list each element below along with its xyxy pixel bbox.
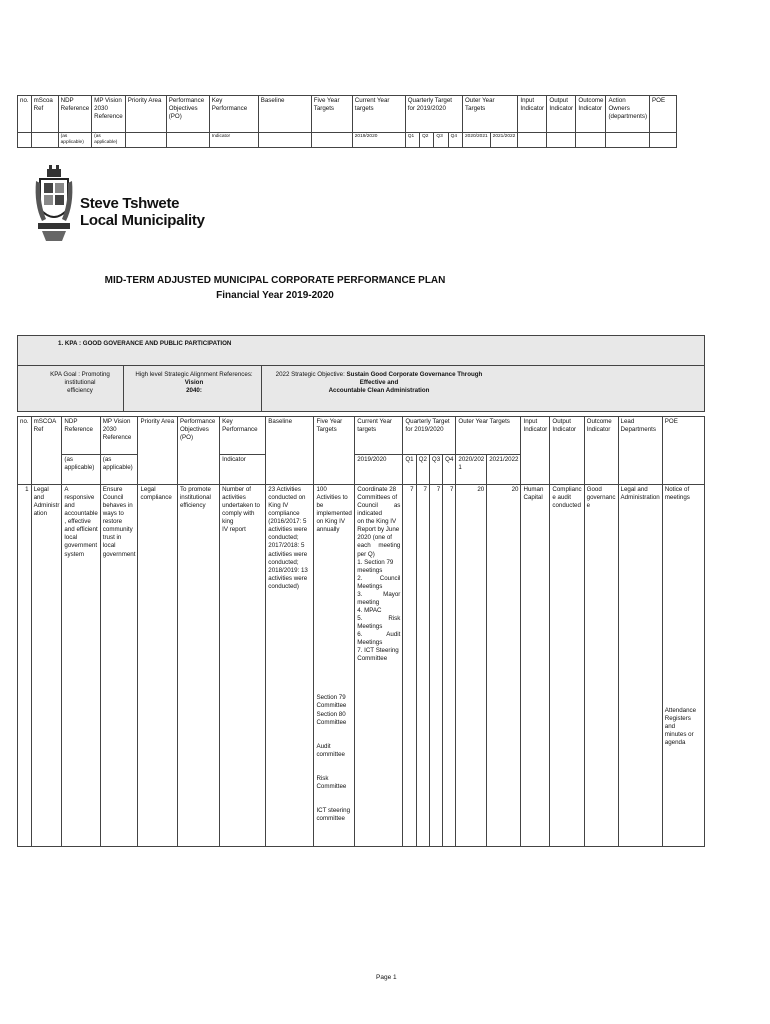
row-five — [314, 485, 355, 847]
top-sub-y1: 2020/2021 — [462, 133, 490, 148]
high-level-prefix: High level Strategic Alignment References: — [135, 371, 253, 378]
hdr-poe: POE — [662, 417, 704, 485]
strategic-text: Sustain Good Corporate Governance Through Effective and Accountable Clean Administration — [328, 371, 483, 395]
row-outcome: Good governanc e — [584, 485, 618, 847]
top-col-priority: Priority Area — [125, 96, 166, 133]
kpa-label: 1. KPA : GOOD GOVERANCE AND PUBLIC PARTICIPATION — [58, 340, 232, 347]
top-sub-y2: 2021/2022 — [490, 133, 518, 148]
high-level-alignment — [126, 371, 262, 396]
header-row — [18, 417, 705, 455]
row-poe-notice: Notice of meetings — [664, 486, 690, 502]
row-poe — [662, 485, 704, 847]
row-five-target: 100 Activities to be implemented on King IV annually — [316, 486, 352, 534]
top-sub-mp: (as applicable) — [92, 133, 126, 148]
top-col-mp: MP Vision 2030 Reference — [92, 96, 126, 133]
top-col-quarterly: Quarterly Target for 2019/2020 — [405, 96, 462, 133]
hdr-baseline: Baseline — [266, 417, 314, 485]
top-col-input: Input Indicator — [518, 96, 547, 133]
hdr-cy: 2019/2020 — [355, 455, 403, 485]
high-level-vision: Vision 2040: — [184, 379, 204, 395]
row-poe-attendance: Attendance Registers and minutes or agenda — [664, 707, 697, 747]
top-sub-q3: Q3 — [434, 133, 448, 148]
hdr-outer: Outer Year Targets — [456, 417, 521, 455]
hdr-priority: Priority Area — [138, 417, 177, 485]
hdr-five: Five Year Targets — [314, 417, 355, 485]
kpi-table — [17, 416, 705, 847]
row-q3: 7 — [429, 485, 442, 847]
hdr-ndp-sub: (as applicable) — [62, 455, 100, 485]
strategic-objective — [264, 371, 494, 396]
hdr-y1: 2020/202 1 — [456, 455, 487, 485]
row-current: Coordinate 28 Committees of Council as indicated on the King IV Report by June 2020 (one of each meeting per Q) 1. Section 79 meetings 2. Council Meetings 3. Mayor meeting 4. MPAC 5. Risk Meetings 6. Audit Meetings 7. ICT Steering Committee — [355, 485, 403, 847]
top-col-po: Performance Objectives (PO) — [166, 96, 209, 133]
hdr-q2: Q2 — [416, 455, 429, 485]
kpa-goal: KPA Goal : Promoting institutional efficiency — [50, 371, 110, 395]
top-col-mscoa: mScoa Ref — [31, 96, 58, 133]
municipality-name-line2: Local Municipality — [80, 211, 205, 229]
row-y1: 20 — [456, 485, 487, 847]
goal-bar — [17, 366, 705, 412]
hdr-y2: 2021/2022 — [487, 455, 521, 485]
top-header-table — [17, 95, 677, 148]
row-priority: Legal compliance — [138, 485, 177, 847]
top-sub-q1: Q1 — [405, 133, 419, 148]
row-input: Human Capital — [521, 485, 550, 847]
row-q1: 7 — [403, 485, 416, 847]
municipality-name-line1: Steve Tshwete — [80, 195, 180, 212]
top-col-outer: Outer Year Targets — [462, 96, 517, 133]
hdr-current: Current Year targets — [355, 417, 403, 455]
top-sub-current: 2019/2020 — [352, 133, 405, 148]
hdr-po: Performance Objectives (PO) — [177, 417, 219, 485]
hdr-output: Output Indicator — [550, 417, 584, 485]
row-kpi: Number of activities undertaken to comply with king IV report — [220, 485, 266, 847]
top-col-poe: POE — [650, 96, 677, 133]
top-col-current: Current Year targets — [352, 96, 405, 133]
hdr-no: no. — [18, 417, 32, 485]
top-col-ndp: NDP Reference — [58, 96, 92, 133]
table-row — [18, 485, 705, 847]
hdr-q1: Q1 — [403, 455, 416, 485]
top-sub-q4: Q4 — [448, 133, 462, 148]
top-col-five: Five Year Targets — [311, 96, 352, 133]
hdr-kpi-sub: Indicator — [220, 455, 266, 485]
top-col-owners: Action Owners (departments) — [606, 96, 650, 133]
hdr-quarterly: Quarterly Target for 2019/2020 — [403, 417, 456, 455]
row-no: 1 — [18, 485, 32, 847]
row-po: To promote institutional efficiency — [177, 485, 219, 847]
crest-icon — [34, 165, 74, 243]
row-q4: 7 — [443, 485, 456, 847]
row-five-committees: Section 79 Committee Section 80 Committee Audit committee Risk Committee ICT steering committee — [316, 694, 351, 823]
hdr-kpi: Key Performance — [220, 417, 266, 455]
row-output: Complianc e audit conducted — [550, 485, 584, 847]
document-title — [0, 274, 550, 303]
row-baseline: 23 Activities conducted on King IV compliance (2016/2017: 5 activities were conducted; 2017/2018: 5 activities were conducted; 2018/2019: 13 activities were conducted) — [266, 485, 314, 847]
top-sub-q2: Q2 — [420, 133, 434, 148]
top-col-baseline: Baseline — [258, 96, 311, 133]
top-sub-kpi: Indicator — [209, 133, 258, 148]
top-col-kpi: Key Performance — [209, 96, 258, 133]
row-mscoa: Legal and Administr ation — [31, 485, 62, 847]
hdr-ndp: NDP Reference — [62, 417, 100, 455]
top-col-output: Output Indicator — [547, 96, 576, 133]
row-ndp: A responsive and accountable , effective and efficient local government system — [62, 485, 100, 847]
hdr-input: Input Indicator — [521, 417, 550, 485]
top-sub-ndp: (as applicable) — [58, 133, 92, 148]
title-line1: MID-TERM ADJUSTED MUNICIPAL CORPORATE PERFORMANCE PLAN — [104, 275, 446, 286]
title-line2: Financial Year 2019-2020 — [216, 289, 334, 301]
row-q2: 7 — [416, 485, 429, 847]
municipality-crest — [34, 165, 74, 243]
hdr-mscoa: mSCOA Ref — [31, 417, 62, 485]
row-mp: Ensure Council behaves in ways to restore community trust in local government — [100, 485, 138, 847]
municipality-name — [80, 196, 205, 229]
row-lead: Legal and Administration — [618, 485, 662, 847]
top-col-outcome: Outcome Indicator — [576, 96, 606, 133]
page-number: Page 1 — [376, 974, 397, 981]
kpa-bar — [17, 335, 705, 366]
hdr-lead: Lead Departments — [618, 417, 662, 485]
hdr-q4: Q4 — [443, 455, 456, 485]
hdr-q3: Q3 — [429, 455, 442, 485]
hdr-mp-sub: (as applicable) — [100, 455, 138, 485]
hdr-outcome: Outcome Indicator — [584, 417, 618, 485]
strategic-prefix: 2022 Strategic Objective: — [275, 371, 347, 378]
row-y2: 20 — [487, 485, 521, 847]
hdr-mp: MP Vision 2030 Reference — [100, 417, 138, 455]
top-col-no: no. — [18, 96, 32, 133]
